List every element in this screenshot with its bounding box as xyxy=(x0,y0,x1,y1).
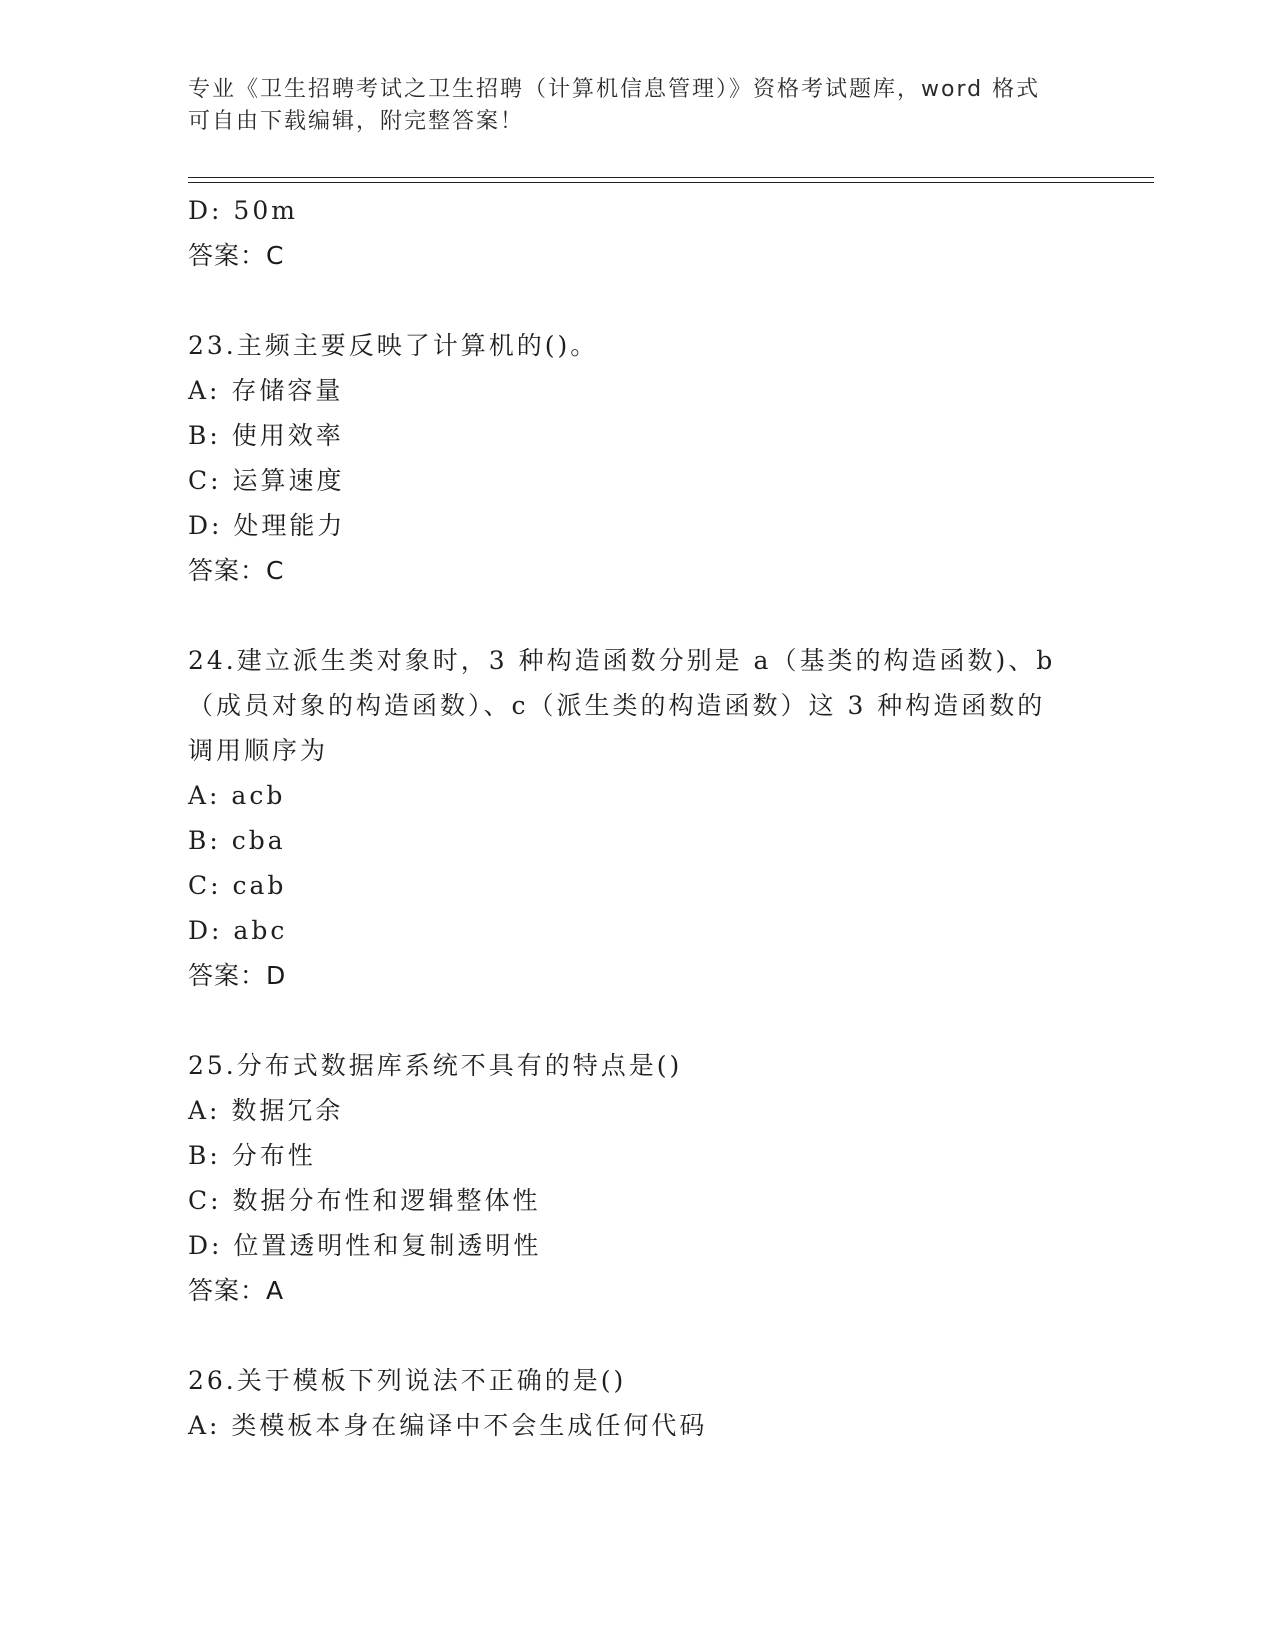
option-c: C: cab xyxy=(188,871,287,900)
document-header xyxy=(188,74,1068,138)
question-24 xyxy=(188,638,1088,998)
header-line-2: 可自由下载编辑，附完整答案！ xyxy=(188,109,525,134)
option-a: A: 类模板本身在编译中不会生成任何代码 xyxy=(188,1411,708,1440)
question-23 xyxy=(188,323,1088,593)
question-26 xyxy=(188,1358,1088,1448)
header-divider-bottom xyxy=(188,182,1154,183)
question-22-continuation xyxy=(188,188,1088,278)
option-a: A: 数据冗余 xyxy=(188,1096,344,1125)
option-b: B: 分布性 xyxy=(188,1141,316,1170)
answer-line: 答案：C xyxy=(188,241,285,270)
question-25 xyxy=(188,1043,1088,1313)
header-line-1: 专业《卫生招聘考试之卫生招聘（计算机信息管理）》资格考试题库，word 格式 xyxy=(188,77,1041,102)
spacer xyxy=(188,1313,1088,1358)
option-d: D: abc xyxy=(188,916,288,945)
option-d: D: 位置透明性和复制透明性 xyxy=(188,1231,542,1260)
option-d: D: 50m xyxy=(188,196,298,225)
option-a: A: 存储容量 xyxy=(188,376,344,405)
option-a: A: acb xyxy=(188,781,286,810)
answer-line: 答案：A xyxy=(188,1276,285,1305)
option-b: B: cba xyxy=(188,826,286,855)
question-list xyxy=(188,188,1088,1448)
option-c: C: 运算速度 xyxy=(188,466,345,495)
question-stem-line-1: 24.建立派生类对象时，3 种构造函数分别是 a（基类的构造函数)、b xyxy=(188,646,1056,675)
spacer xyxy=(188,998,1088,1043)
option-c: C: 数据分布性和逻辑整体性 xyxy=(188,1186,541,1215)
spacer xyxy=(188,593,1088,638)
answer-line: 答案：C xyxy=(188,556,285,585)
question-stem: 23.主频主要反映了计算机的()。 xyxy=(188,331,599,360)
header-divider-top xyxy=(188,177,1154,178)
question-stem-line-3: 调用顺序为 xyxy=(188,736,329,765)
question-stem: 25.分布式数据库系统不具有的特点是() xyxy=(188,1051,683,1080)
answer-line: 答案：D xyxy=(188,961,287,990)
option-d: D: 处理能力 xyxy=(188,511,346,540)
question-stem: 26.关于模板下列说法不正确的是() xyxy=(188,1366,627,1395)
spacer xyxy=(188,278,1088,323)
question-stem-line-2: （成员对象的构造函数）、c（派生类的构造函数）这 3 种构造函数的 xyxy=(188,691,1046,720)
option-b: B: 使用效率 xyxy=(188,421,344,450)
